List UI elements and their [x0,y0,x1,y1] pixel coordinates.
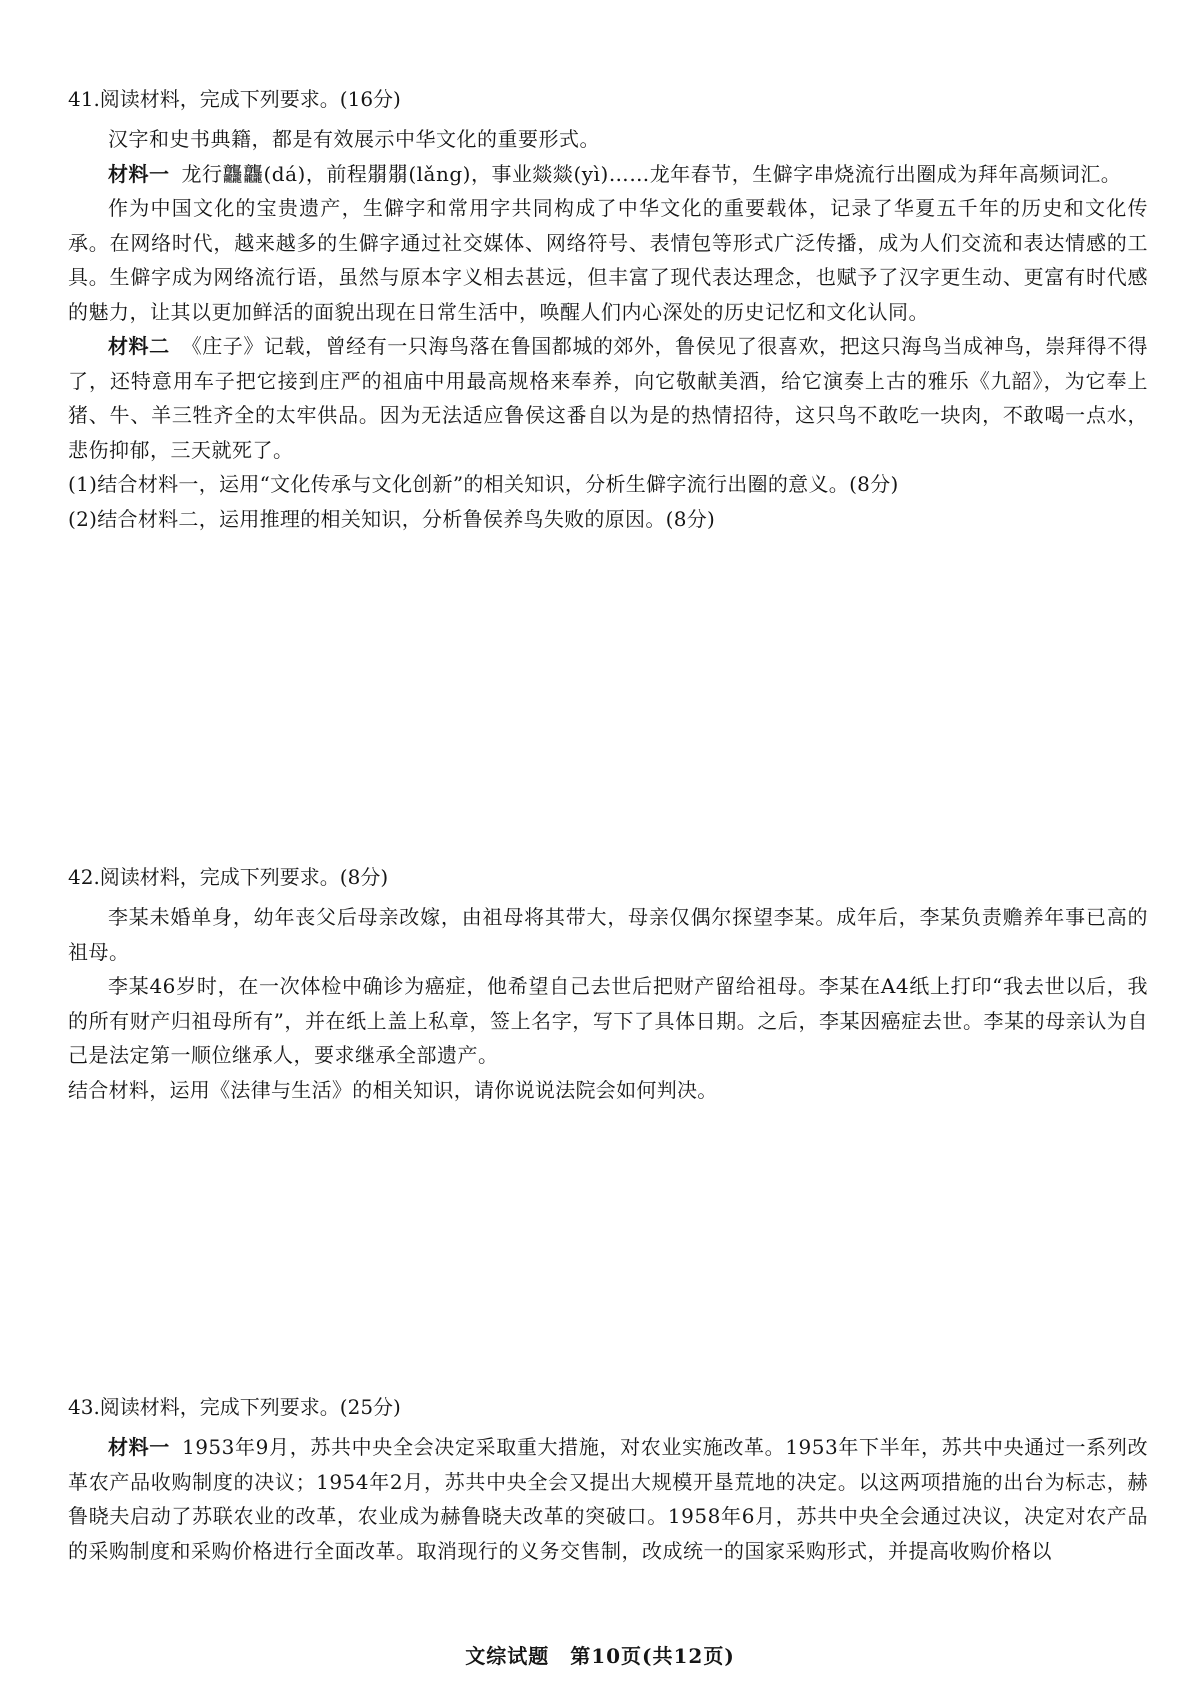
material-2-text: 《庄子》记载，曾经有一只海鸟落在鲁国都城的郊外，鲁侯见了很喜欢，把这只海鸟当成神鸟，崇拜得不得了，还特意用车子把它接到庄严的祖庙中用最高规格来奉养，向它敬献美酒，给它演奏上古的雅乐《九韶》，为它奉上猪、牛、羊三牲齐全的太牢供品。因为无法适应鲁侯这番自以为是的热情招待，这只鸟不敢吃一块肉，不敢喝一点水，悲伤抑郁，三天就死了。 [68,334,1149,462]
question-43-header: 43.阅读材料，完成下列要求。(25分) [68,1395,401,1419]
question-41-material-1 [68,157,1148,192]
question-41-material-2 [68,329,1148,467]
question-41-header: 41.阅读材料，完成下列要求。(16分) [68,87,401,111]
question-42-task: 结合材料，运用《法律与生活》的相关知识，请你说说法院会如何判决。 [68,1077,718,1102]
material-1-text: 龙行龘龘(dá)，前程朤朤(lǎng)，事业燚燚(yì)……龙年春节，生僻字串烧流行出圈成为拜年高频词汇。 [181,161,1122,186]
page-footer: 文综试题 第10页(共12页) [465,1644,735,1668]
question-43 [0,1390,1200,1568]
question-41-intro: 汉字和史书典籍，都是有效展示中华文化的重要形式。 [108,127,600,151]
question-43-material-1 [68,1430,1148,1568]
question-41-sub-2: (2)结合材料二，运用推理的相关知识，分析鲁侯养鸟失败的原因。(8分) [68,506,716,531]
material-1-text: 1953年9月，苏共中央全会决定采取重大措施，对农业实施改革。1953年下半年，苏共中央通过一系列改革农产品收购制度的决议；1954年2月，苏共中央全会又提出大规模开垦荒地的决定。以这两项措施的出台为标志，赫鲁晓夫启动了苏联农业的改革，农业成为赫鲁晓夫改革的突破口。1958年6月，苏共中央全会通过决议，决定对农产品的采购制度和采购价格进行全面改革。取消现行的义务交售制，改成统一的国家采购形式，并提高收购价格以 [68,1435,1149,1563]
question-42-paragraph-1: 李某未婚单身，幼年丧父后母亲改嫁，由祖母将其带大，母亲仅偶尔探望李某。成年后，李某负责赡养年事已高的祖母。 [68,905,1148,964]
material-1-label: 材料一 [108,161,170,186]
question-41-material-1-paragraph-2: 作为中国文化的宝贵遗产，生僻字和常用字共同构成了中华文化的重要载体，记录了华夏五千年的历史和文化传承。在网络时代，越来越多的生僻字通过社交媒体、网络符号、表情包等形式广泛传播，成为人们交流和表达情感的工具。生僻字成为网络流行语，虽然与原本字义相去甚远，但丰富了现代表达理念，也赋予了汉字更生动、更富有时代感的魅力，让其以更加鲜活的面貌出现在日常生活中，唤醒人们内心深处的历史记忆和文化认同。 [68,196,1148,324]
question-42 [0,860,1200,1107]
question-41-sub-1: (1)结合材料一，运用“文化传承与文化创新”的相关知识，分析生僻字流行出圈的意义。(8分) [68,472,899,496]
question-42-paragraph-2: 李某46岁时，在一次体检中确诊为癌症，他希望自己去世后把财产留给祖母。李某在A4纸上打印“我去世以后，我的所有财产归祖母所有”，并在纸上盖上私章，签上名字，写下了具体日期。之后，李某因癌症去世。李某的母亲认为自己是法定第一顺位继承人，要求继承全部遗产。 [68,974,1148,1067]
question-42-header: 42.阅读材料，完成下列要求。(8分) [68,865,389,889]
question-41 [0,82,1200,536]
material-2-label: 材料二 [108,334,170,358]
material-1-label: 材料一 [108,1435,170,1459]
